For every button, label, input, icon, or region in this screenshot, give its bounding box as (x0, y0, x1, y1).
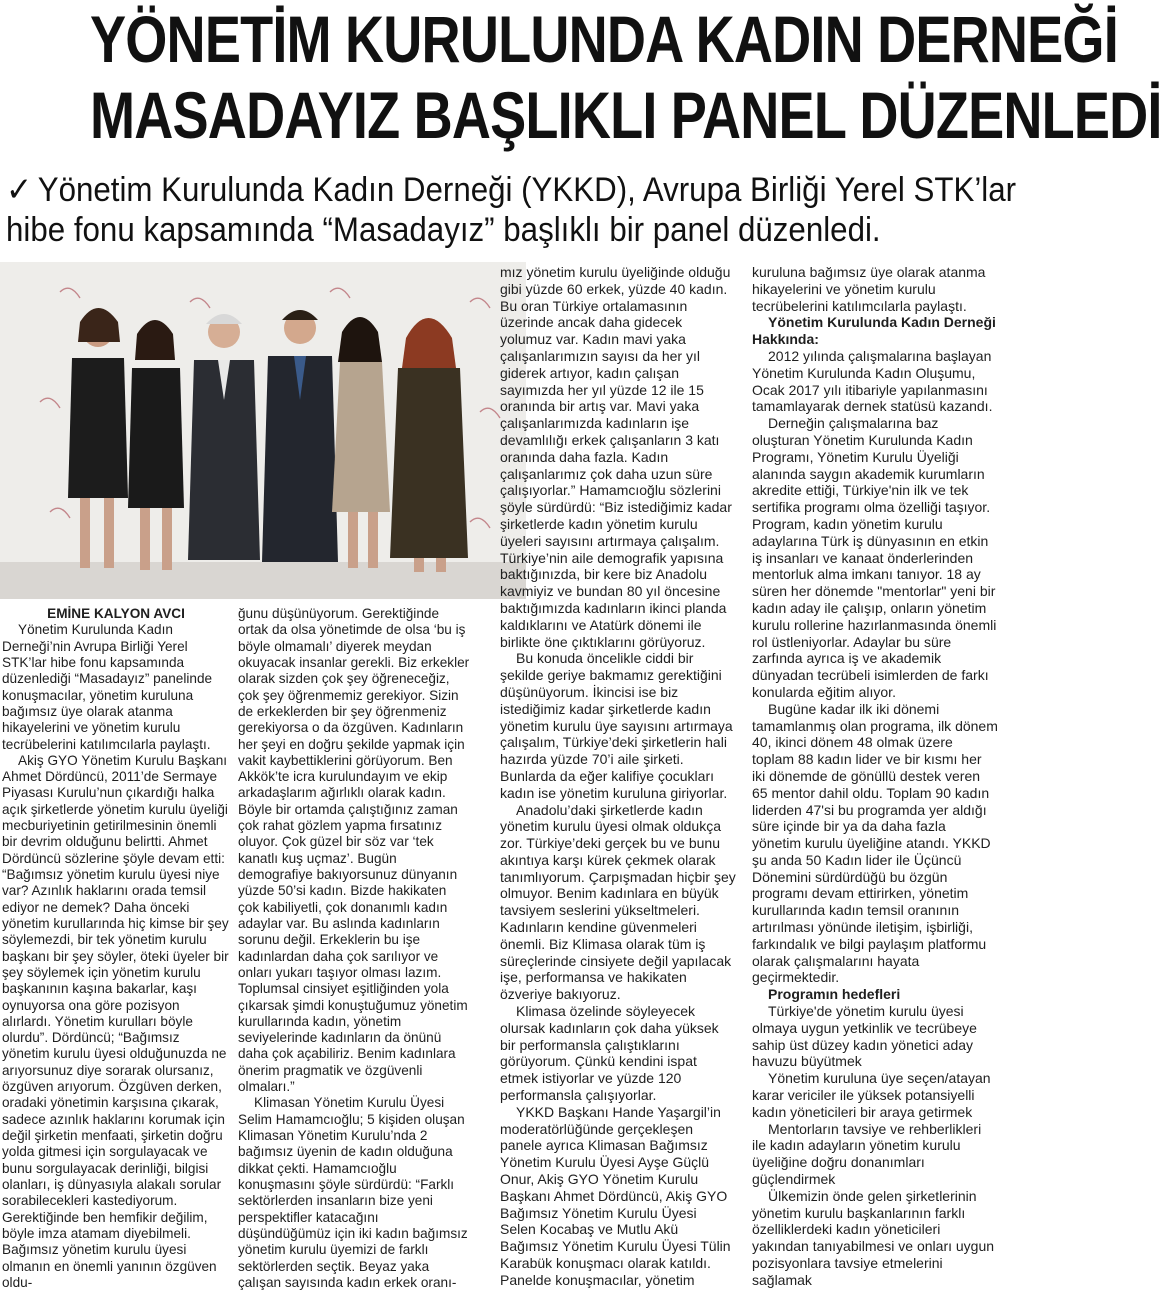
spot-text (6, 170, 1017, 250)
subheading-goals: Programın hedefleri (768, 986, 901, 1003)
paragraph: Klimasan Yönetim Kurulu Üyesi Selim Hamamcıoğlu; 5 kişiden oluşan Klimasan Yönetim Kurulu’nda 2 bağımsız üyenin de kadın olduğuna dikkat çekti. Hamamcıoğlu konuşmasını şöyle sürdürdü: “Farklı sektörlerden insanların bize yeni perspektifler katacağını düşündüğümüz için iki kadın bağımsız yönetim kurulu üyemizi de farklı sektörlerden seçtik. Beyaz yaka çalışan sayısında kadın erkek oranı- (238, 1095, 468, 1290)
spot-line-2: hibe fonu kapsamında “Masadayız” başlıklı bir panel düzenledi. (6, 211, 881, 249)
headline-line-1: YÖNETİM KURULUNDA KADIN DERNEĞİ (90, 2, 1118, 76)
paragraph: Klimasa özelinde söyleyecek olursak kadınların çok daha yüksek bir performansla çalıştıklarını görüyorum. Çünkü kendini ispat etmek istiyorlar ve yüzde 120 performansla çalışıyorlar. (500, 1003, 719, 1104)
article-column-4 (752, 264, 998, 1289)
paragraph: kuruluna bağımsız üye olarak atanma hikayelerini ve yönetim kurulu tecrübelerini katılımcılarla paylaştı. (752, 264, 986, 314)
subheading-about: Yönetim Kurulunda Kadın Derneği Hakkında: (752, 314, 996, 348)
paragraph: Türkiye'de yönetim kurulu üyesi olmaya uygun yetkinlik ve tecrübeye sahip üst düzey kadın yönetici aday havuzu büyütmek (752, 1003, 977, 1070)
paragraph: Mentorların tavsiye ve rehberlikleri ile kadın adayların yönetim kurulu üyeliğine doğru donanımları güçlendirmek (752, 1120, 982, 1188)
paragraph: Akiş GYO Yönetim Kurulu Başkanı Ahmet Dördüncü, 2011’de Sermaye Piyasası Kurulu’nun çıkardığı halka açık şirketlerde yönetim kurulu üyeliği mecburiyetinin getirilmesinin önemli bir devrim olduğunu belirtti. Ahmet Dördüncü sözlerine şöyle devam etti: “Bağımsız yönetim kurulu üyesi niye var? Azınlık haklarını orada temsil ediyor ne demek? Daha önceki yönetim kurullarında hiç kimse bir şey söylemezdi, bir tek yönetim kurulu başkanı bir şey söyler, öteki üyeler bir şey söylemek için yönetim kurulu başkanının kaşına bakarlar, kaşı oynuyorsa ona göre pozisyon alırlardı. Yönetim kurulları böyle olurdu”. Dördüncü; “Bağımsız yönetim kurulu üyesi olduğunuzda ne arıyorsunuz diye sorarak olursanız, özgüven arıyorum. Özgüven derken, oradaki yönetimin karşısına çıkarak, sadece azınlık haklarını korumak için değil şirketin menfaati, şirketin doğru yolda gitmesi için sorgulayacak ve bunu sorgulayacak derinliği, bilgisi olanları, iş dünyasıyla alakalı sorular sorabilecekleri kastediyorum. Gerektiğinde ben hemfikir değilim, böyle imza atamam diyebilmeli. Bağımsız yönetim kurulu üyesi olmanın en önemli yanının özgüven oldu- (2, 752, 229, 1290)
paragraph: mız yönetim kurulu üyeliğinde olduğu gibi yüzde 60 erkek, yüzde 40 kadın. Bu oran Türkiye ortalamasının üzerinde ancak daha gidecek yolumuz var. Kadın mavi yaka çalışanlarımızın sayısı da her yıl giderek artıyor, kadın çalışan sayımızda her yıl yüzde 12 ile 15 oranında bir artış var. Mavi yaka çalışanlarımızda kadınların işe devamlılığı erkek çalışanların 3 katı oranında daha fazla. Kadın çalışanlarımız çok daha uzun süre çalışıyorlar.” Hamamcıoğlu sözlerini şöyle sürdürdü: “Biz istediğimiz kadar şirketlerde kadın yönetim kurulu üyeleri sayısını artırmaya çalışalım. Türkiye’nin aile demografik yapısına baktığınızda, bir kere biz Anadolu kavmiyiz ve bundan 80 yıl öncesine baktığımızda kadınların ikinci planda kaldıklarını ve Atatürk dönemi ile birlikte öne çıktıklarını görüyoruz. (500, 264, 732, 650)
paragraph: 2012 yılında çalışmalarına başlayan Yönetim Kurulunda Kadın Oluşumu, Ocak 2017 yılı itibariyle yapılanmasını tamamlayarak dernek statüsü kazandı. (752, 347, 993, 415)
paragraph: Bugüne kadar ilk iki dönemi tamamlanmış olan programa, ilk dönem 40, ikinci dönem 48 olmak üzere toplam 88 kadın lider ve bir kısmı her iki dönemde de gönüllü destek veren 65 mentor dahil oldu. Toplam 90 kadın liderden 47'si bu programda yer aldığı süre içinde bir ya da daha fazla yönetim kurulu üyeliğine atandı. YKKD şu anda 50 Kadın lider ile Üçüncü Dönemini sürdürdüğü bu özgün programı devam ettirirken, yönetim kurullarında kadın temsil oranının artırılması yönünde iletişim, işbirliği, farkındalık ve bilgi paylaşım platformu olarak çalışmalarını hayata geçirmektedir. (752, 700, 998, 986)
article-column-1 (2, 606, 230, 1291)
paragraph: Yönetim kuruluna üye seçen/atayan karar vericiler ile yüksek potansiyelli kadın yöneticileri bir araya getirmek (752, 1070, 991, 1120)
article-column-2 (238, 606, 470, 1291)
paragraph: Bu konuda öncelikle ciddi bir şekilde geriye bakmamız gerektiğini düşünüyorum. İkincisi ise biz istediğimiz kadar şirketlerde kadın yönetim kurulu üye sayısını artırmaya çalışalım, Türkiye’deki şirketlerin hali hazırda yüzde 70’i aile şirketi. Bunlarda da eğer kalifiye çocukları kadın ise yönetim kuruluna giriyorlar. (500, 650, 733, 801)
spot-line-1: Yönetim Kurulunda Kadın Derneği (YKKD), Avrupa Birliği Yerel STK’lar (37, 171, 1017, 209)
group-photo-icon (0, 262, 526, 599)
paragraph: Anadolu’daki şirketlerde kadın yönetim kurulu üyesi olmak oldukça zor. Türkiye’deki gerçek bu ve bunu akıntıya karşı kürek çekmek olarak tanımlıyorum. Çarpışmadan hiçbir şey olmuyor. Benim kadınlara en büyük tavsiyem seslerini yükseltmeleri. Kadınların kendine güvenmeleri önemli. Biz Klimasa olarak tüm iş süreçlerinde cinsiyete değil yapılacak işe, performansa ve hakikaten özveriye bakıyoruz. (500, 801, 736, 1003)
paragraph: Ülkemizin önde gelen şirketlerinin yönetim kurulu başkanlarının farklı özelliklerdeki kadın yöneticileri yakından tanıyabilmesi ve onları uygun pozisyonlara tavsiye etmelerini sağlamak (752, 1187, 995, 1288)
checkmark-icon: ✓ (6, 170, 33, 210)
article-column-3 (500, 264, 736, 1289)
byline: EMİNE KALYON AVCI (47, 606, 185, 621)
paragraph: Yönetim Kurulunda Kadın Derneği’nin Avrupa Birliği Yerel STK’lar hibe fonu kapsamında düzenlediği “Masadayız” panelinde konuşmacılar, yönetim kuruluna bağımsız üye olarak atanma hikayelerini ve yönetim kurulu tecrübelerini katılımcılarla paylaştı. (2, 622, 213, 752)
paragraph: Derneğin çalışmalarına baz oluşturan Yönetim Kurulunda Kadın Programı, Yönetim Kurulu Üyeliği alanında saygın akademik kurumların akredite ettiği, Türkiye'nin ilk ve tek sertifika programı olma özelliği taşıyor. Program, kadın yönetim kurulu adaylarına Türk iş dünyasının en etkin iş insanları ve kanaat önderlerinden mentorluk alma imkanı tanıyor. 18 ay süren her dönemde "mentorlar" yeni bir kadın aday ile çalışıp, onların yönetim kurulu rollerine hazırlanmasında önemli rol üstleniyorlar. Adaylar bu süre zarfında ayrıca iş ve akademik dünyadan tecrübeli isimlerden de farkı konularda eğitim alıyor. (752, 415, 997, 700)
paragraph: YKKD Başkanı Hande Yaşargil’in moderatörlüğünde gerçekleşen panele ayrıca Klimasan Bağımsız Yönetim Kurulu Üyesi Ayşe Güçlü Onur, Akiş GYO Yönetim Kurulu Başkanı Ahmet Dördüncü, Akiş GYO Bağımsız Yönetim Kurulu Üyesi Selen Kocabaş ve Mutlu Akü Bağımsız Yönetim Kurulu Üyesi Tülin Karabük konuşmacı olarak katıldı. Panelde konuşmacılar, yönetim (500, 1103, 731, 1288)
headline-line-2: MASADAYIZ BAŞLIKLI PANEL DÜZENLEDİ (90, 78, 1162, 152)
group-photo (0, 262, 526, 599)
paragraph: ğunu düşünüyorum. Gerektiğinde ortak da olsa yönetimde de olsa ‘bu iş böyle olmamalı’ diyerek meydan okuyacak insanlar gerekli. Biz erkekler olarak sizden çok şey öğreneceğiz, çok şey öğrenmemiz gerekiyor. Sizin de erkeklerden bir şey öğrenmeniz gerekiyorsa o da özgüven. Kadınların her şeyi en doğru şekilde yapmak için vakit kaybettiklerini görüyorum. Ben Akkök’te icra kurulundayım ve ekip arkadaşlarım ağırlıklı olarak kadın. Böyle bir ortamda çalıştığınız zaman çok rahat gözlem yapma fırsatınız oluyor. Çok güzel bir söz var ‘tek kanatlı kuş uçmaz’. Bugün demografiye bakıyorsunuz dünyanın yüzde 50’si kadın. Bizde hakikaten çok kabiliyetli, çok donanımlı kadın adaylar var. Bu aslında kadınların sorunu değil. Erkeklerin bu işe kadınlardan daha çok sarılıyor ve onları yukarı taşıyor olması lazım. Toplumsal cinsiyet eşitliğinden yola çıkarsak şimdi konuştuğumuz yönetim kurullarında kadın, yönetim seviyelerinde kadınların da önünü daha çok açabiliriz. Benim kadınlara önerim pragmatik ve özgüvenli olmaları.” (238, 606, 470, 1095)
